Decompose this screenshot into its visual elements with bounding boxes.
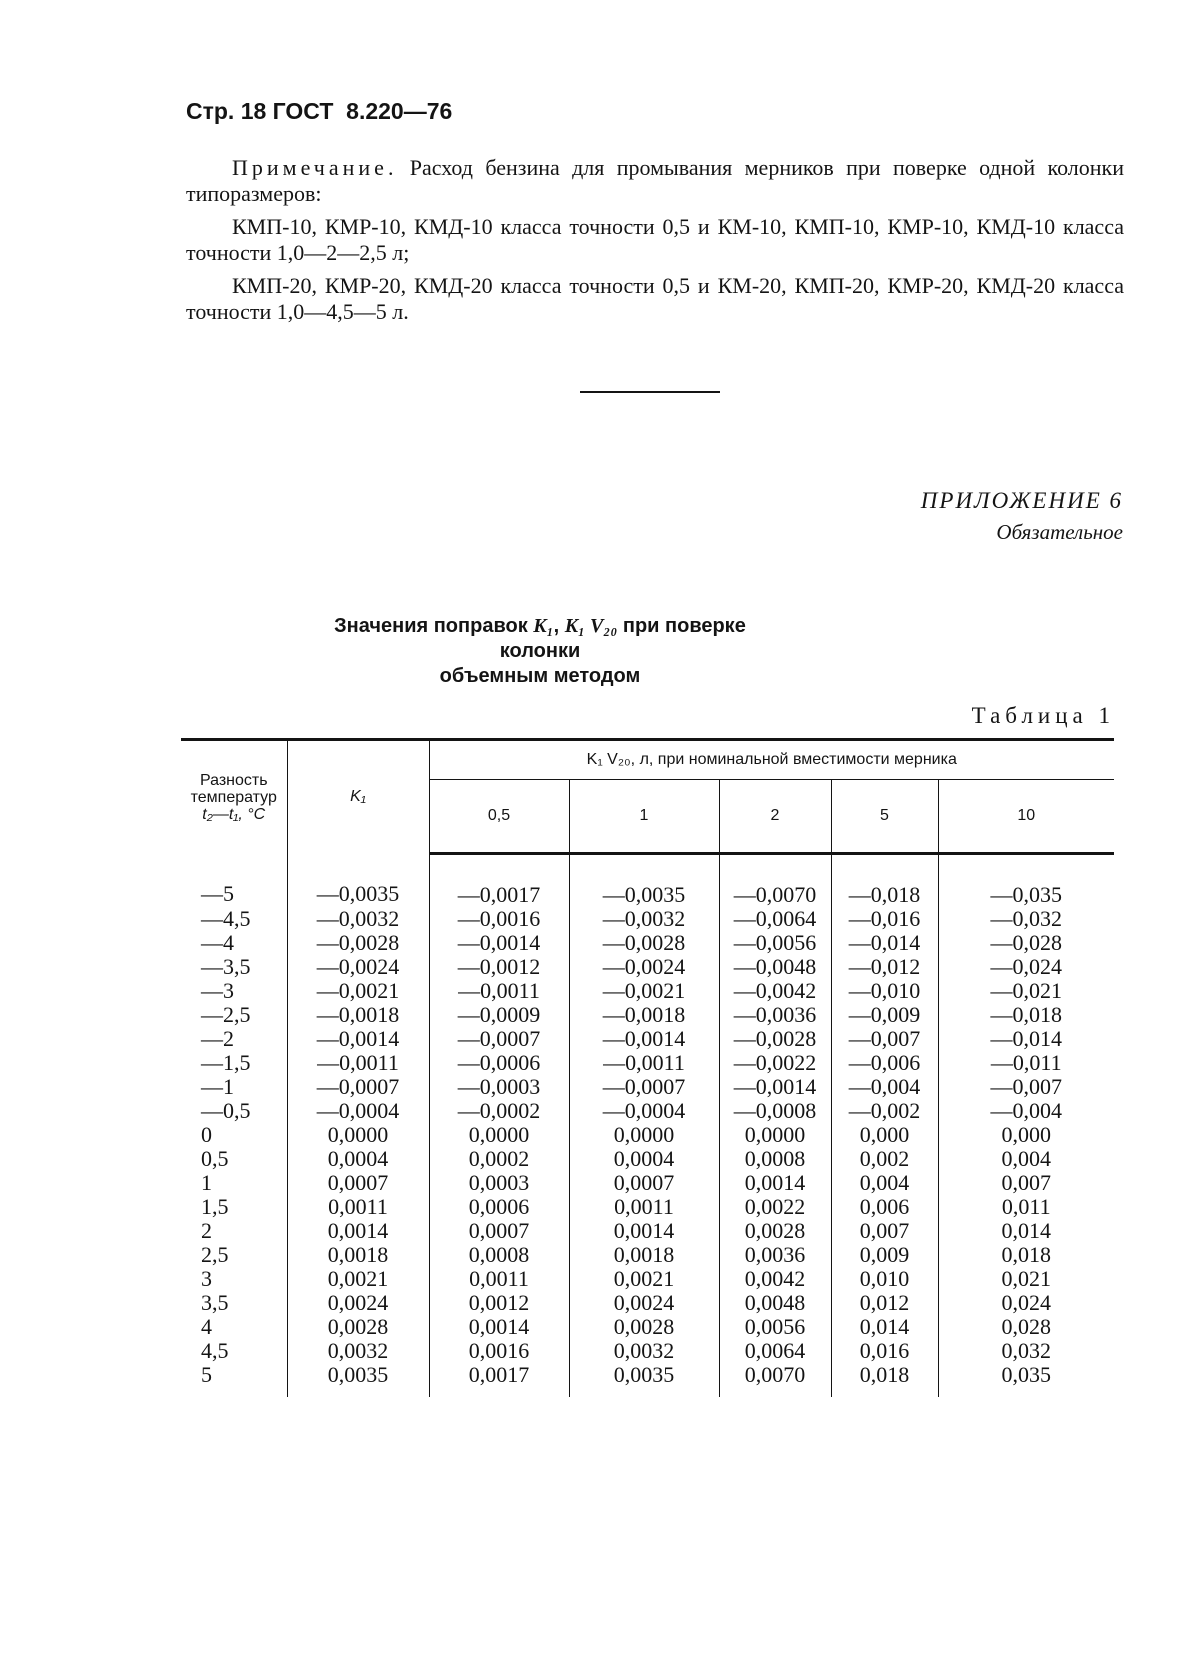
- cell-k1-v20: 0,014: [831, 1315, 938, 1339]
- table-row: [181, 979, 1114, 1003]
- cell-k1-v20: —0,035: [990, 882, 1062, 907]
- header-volume: 5: [831, 780, 938, 854]
- header-k1-v20-span: K₁ V₂₀, л, при номинальной вместимости мерника: [429, 740, 1114, 780]
- cell-k1-v20: —0,014: [831, 931, 938, 955]
- cell-k1-v20: —0,0003: [429, 1075, 569, 1099]
- header-volume: 2: [719, 780, 831, 854]
- table-row: [181, 1195, 1114, 1219]
- cell-k1: 0,0024: [287, 1291, 429, 1315]
- cell-k1-v20: 0,0008: [429, 1243, 569, 1267]
- cell-k1-v20: —0,032: [990, 906, 1062, 931]
- appendix-subtitle: Обязательное: [996, 520, 1123, 544]
- cell-k1: —0,0004: [287, 1099, 429, 1123]
- cell-k1: 0,0014: [287, 1219, 429, 1243]
- cell-k1-v20: —0,0021: [569, 979, 719, 1003]
- cell-k1: 0,0032: [287, 1339, 429, 1363]
- cell-temperature-difference: —1: [181, 1075, 287, 1099]
- cell-k1-v20: 0,0028: [719, 1219, 831, 1243]
- cell-k1-v20: 0,0004: [569, 1147, 719, 1171]
- cell-k1-v20: 0,004: [831, 1171, 938, 1195]
- cell-k1-v20: —0,0032: [569, 907, 719, 931]
- cell-k1-v20: 0,006: [831, 1195, 938, 1219]
- cell-temperature-difference: 5: [181, 1363, 287, 1397]
- cell-k1-v20: 0,004: [1001, 1146, 1051, 1171]
- cell-k1-v20: 0,0017: [429, 1363, 569, 1397]
- cell-k1-v20: —0,0042: [719, 979, 831, 1003]
- cell-k1: 0,0028: [287, 1315, 429, 1339]
- cell-k1-v20: 0,007: [1001, 1170, 1051, 1195]
- cell-k1-v20: —0,0028: [719, 1027, 831, 1051]
- cell-k1-v20: 0,0000: [569, 1123, 719, 1147]
- cell-temperature-difference: —2,5: [181, 1003, 287, 1027]
- cell-k1: —0,0032: [287, 907, 429, 931]
- cell-k1-v20: —0,0035: [569, 854, 719, 908]
- cell-k1-v20: 0,011: [1001, 1194, 1051, 1219]
- note-block: [186, 155, 1124, 325]
- cell-k1: 0,0035: [287, 1363, 429, 1397]
- cell-k1-v20: 0,0056: [719, 1315, 831, 1339]
- section-divider: [580, 391, 720, 393]
- table-row: [181, 854, 1114, 908]
- cell-k1-v20: 0,0028: [569, 1315, 719, 1339]
- cell-k1-v20: 0,028: [1001, 1314, 1051, 1339]
- cell-k1-v20: 0,0008: [719, 1147, 831, 1171]
- note-intro-text: Расход бензина для промывания мерников при поверке одной колонки типоразмеров:: [186, 155, 1124, 206]
- cell-k1-v20: —0,0007: [569, 1075, 719, 1099]
- cell-k1-v20: —0,0014: [569, 1027, 719, 1051]
- cell-temperature-difference: 2,5: [181, 1243, 287, 1267]
- cell-k1-v20: —0,021: [990, 978, 1062, 1003]
- cell-k1-v20: —0,0014: [429, 931, 569, 955]
- cell-k1-v20: —0,011: [990, 1050, 1062, 1075]
- table-row: [181, 1123, 1114, 1147]
- cell-k1: —0,0035: [287, 854, 429, 908]
- table-row: [181, 1099, 1114, 1123]
- cell-temperature-difference: —3: [181, 979, 287, 1003]
- cell-k1-v20: —0,012: [831, 955, 938, 979]
- cell-k1-v20: —0,009: [831, 1003, 938, 1027]
- cell-k1: —0,0021: [287, 979, 429, 1003]
- cell-k1-v20: 0,0022: [719, 1195, 831, 1219]
- cell-k1-v20: 0,014: [1001, 1218, 1051, 1243]
- cell-k1-v20: 0,0021: [569, 1267, 719, 1291]
- cell-k1-v20: 0,0012: [429, 1291, 569, 1315]
- cell-temperature-difference: —4,5: [181, 907, 287, 931]
- table-row: [181, 1219, 1114, 1243]
- table-title-line-1: Значения поправок K₁, K₁ V₂₀ при поверке колонки: [334, 615, 746, 662]
- table-row: [181, 1267, 1114, 1291]
- cell-k1: —0,0018: [287, 1003, 429, 1027]
- cell-temperature-difference: 1,5: [181, 1195, 287, 1219]
- cell-temperature-difference: —2: [181, 1027, 287, 1051]
- cell-k1-v20: —0,0007: [429, 1027, 569, 1051]
- cell-k1-v20: —0,004: [990, 1098, 1062, 1123]
- cell-temperature-difference: —1,5: [181, 1051, 287, 1075]
- cell-k1: 0,0018: [287, 1243, 429, 1267]
- cell-k1-v20: —0,0036: [719, 1003, 831, 1027]
- cell-k1-v20: —0,0018: [569, 1003, 719, 1027]
- cell-temperature-difference: 3,5: [181, 1291, 287, 1315]
- appendix-heading: [921, 488, 1123, 545]
- cell-k1: —0,0014: [287, 1027, 429, 1051]
- cell-k1-v20: 0,0035: [569, 1363, 719, 1397]
- cell-k1-v20: —0,0022: [719, 1051, 831, 1075]
- cell-k1-v20: —0,0070: [719, 854, 831, 908]
- cell-k1-v20: —0,0064: [719, 907, 831, 931]
- header-volume: 0,5: [429, 780, 569, 854]
- cell-k1-v20: 0,012: [831, 1291, 938, 1315]
- cell-k1-v20: 0,016: [831, 1339, 938, 1363]
- cell-k1-v20: —0,024: [990, 954, 1062, 979]
- cell-temperature-difference: 1: [181, 1171, 287, 1195]
- cell-k1-v20: 0,0064: [719, 1339, 831, 1363]
- cell-k1-v20: —0,018: [831, 854, 938, 908]
- cell-k1-v20: —0,0004: [569, 1099, 719, 1123]
- cell-k1: 0,0021: [287, 1267, 429, 1291]
- table-row: [181, 1051, 1114, 1075]
- table-title-line-2: объемным методом: [439, 665, 641, 687]
- cell-k1-v20: 0,000: [831, 1123, 938, 1147]
- cell-k1: 0,0000: [287, 1123, 429, 1147]
- cell-k1-v20: —0,0048: [719, 955, 831, 979]
- cell-k1-v20: 0,0032: [569, 1339, 719, 1363]
- table-row: [181, 1027, 1114, 1051]
- appendix-title: ПРИЛОЖЕНИЕ 6: [920, 488, 1123, 513]
- table-row: [181, 1315, 1114, 1339]
- cell-k1-v20: —0,004: [831, 1075, 938, 1099]
- table-row: [181, 931, 1114, 955]
- cell-k1-v20: 0,0014: [719, 1171, 831, 1195]
- table-row: [181, 955, 1114, 979]
- table-title: [300, 614, 780, 689]
- cell-k1: —0,0024: [287, 955, 429, 979]
- table-row: [181, 1075, 1114, 1099]
- cell-k1-v20: —0,0002: [429, 1099, 569, 1123]
- cell-k1-v20: 0,0011: [569, 1195, 719, 1219]
- cell-k1-v20: 0,032: [1001, 1338, 1051, 1363]
- cell-temperature-difference: —5: [181, 854, 287, 908]
- cell-k1-v20: 0,018: [1001, 1242, 1051, 1267]
- cell-k1-v20: 0,0070: [719, 1363, 831, 1397]
- cell-k1-v20: 0,0018: [569, 1243, 719, 1267]
- cell-k1-v20: —0,0014: [719, 1075, 831, 1099]
- table-row: [181, 1363, 1114, 1397]
- cell-k1-v20: 0,0048: [719, 1291, 831, 1315]
- cell-k1-v20: —0,0056: [719, 931, 831, 955]
- table-row: [181, 1171, 1114, 1195]
- cell-k1-v20: 0,0024: [569, 1291, 719, 1315]
- cell-k1-v20: 0,0011: [429, 1267, 569, 1291]
- cell-k1-v20: 0,010: [831, 1267, 938, 1291]
- cell-k1-v20: —0,0008: [719, 1099, 831, 1123]
- table-row: [181, 1291, 1114, 1315]
- cell-k1-v20: —0,0011: [569, 1051, 719, 1075]
- note-line-2: КМП-20, КМР-20, КМД-20 класса точности 0,5 и КМ-20, КМП-20, КМР-20, КМД-20 класса точности 1,0—4,5—5 л.: [186, 273, 1124, 324]
- cell-k1-v20: 0,0006: [429, 1195, 569, 1219]
- cell-k1: —0,0011: [287, 1051, 429, 1075]
- cell-k1-v20: 0,000: [1001, 1122, 1051, 1147]
- cell-k1-v20: 0,0000: [719, 1123, 831, 1147]
- table-row: [181, 1003, 1114, 1027]
- cell-k1-v20: 0,002: [831, 1147, 938, 1171]
- note-label: Примечание.: [232, 155, 398, 180]
- cell-k1-v20: 0,035: [1001, 1362, 1051, 1387]
- table-row: [181, 1339, 1114, 1363]
- cell-k1-v20: —0,002: [831, 1099, 938, 1123]
- cell-k1-v20: 0,007: [831, 1219, 938, 1243]
- table-row: [181, 907, 1114, 931]
- note-line-1: КМП-10, КМР-10, КМД-10 класса точности 0,5 и КМ-10, КМП-10, КМР-10, КМД-10 класса точности 1,0—2—2,5 л;: [186, 214, 1124, 265]
- note-intro: [186, 155, 1124, 207]
- header-k1: K₁: [287, 740, 429, 854]
- cell-k1-v20: —0,0006: [429, 1051, 569, 1075]
- cell-k1-v20: —0,0016: [429, 907, 569, 931]
- cell-k1-v20: —0,016: [831, 907, 938, 931]
- cell-k1-v20: 0,024: [1001, 1290, 1051, 1315]
- cell-k1-v20: 0,0000: [429, 1123, 569, 1147]
- cell-temperature-difference: 2: [181, 1219, 287, 1243]
- cell-k1-v20: 0,009: [831, 1243, 938, 1267]
- cell-k1-v20: 0,0036: [719, 1243, 831, 1267]
- table-row: [181, 1147, 1114, 1171]
- cell-temperature-difference: 4: [181, 1315, 287, 1339]
- table-number-label: Таблица 1: [971, 703, 1115, 728]
- cell-k1-v20: —0,028: [990, 930, 1062, 955]
- cell-k1: 0,0004: [287, 1147, 429, 1171]
- cell-k1-v20: —0,007: [831, 1027, 938, 1051]
- cell-k1-v20: —0,0017: [429, 854, 569, 908]
- cell-temperature-difference: —4: [181, 931, 287, 955]
- cell-k1-v20: —0,006: [831, 1051, 938, 1075]
- cell-k1: 0,0007: [287, 1171, 429, 1195]
- cell-k1-v20: 0,0002: [429, 1147, 569, 1171]
- cell-temperature-difference: 3: [181, 1267, 287, 1291]
- cell-temperature-difference: 0: [181, 1123, 287, 1147]
- cell-k1-v20: —0,007: [990, 1074, 1062, 1099]
- cell-k1-v20: —0,0009: [429, 1003, 569, 1027]
- cell-k1-v20: —0,014: [990, 1026, 1062, 1051]
- cell-k1-v20: 0,018: [831, 1363, 938, 1397]
- cell-k1-v20: —0,010: [831, 979, 938, 1003]
- cell-k1-v20: 0,021: [1001, 1266, 1051, 1291]
- table-row: [181, 1243, 1114, 1267]
- header-volume: 10: [938, 780, 1114, 854]
- header-temperature-difference: Разность температур t₂—t₁, °С: [181, 740, 287, 854]
- cell-k1-v20: —0,0024: [569, 955, 719, 979]
- cell-k1: 0,0011: [287, 1195, 429, 1219]
- cell-k1-v20: —0,018: [990, 1002, 1062, 1027]
- cell-k1-v20: 0,0016: [429, 1339, 569, 1363]
- header-volume: 1: [569, 780, 719, 854]
- cell-k1: —0,0007: [287, 1075, 429, 1099]
- cell-k1-v20: 0,0014: [569, 1219, 719, 1243]
- running-header: Стр. 18 ГОСТ 8.220—76: [186, 98, 453, 124]
- cell-k1: —0,0028: [287, 931, 429, 955]
- cell-k1-v20: 0,0014: [429, 1315, 569, 1339]
- cell-k1-v20: 0,0007: [569, 1171, 719, 1195]
- cell-k1-v20: 0,0003: [429, 1171, 569, 1195]
- cell-k1-v20: —0,0011: [429, 979, 569, 1003]
- cell-k1-v20: —0,0028: [569, 931, 719, 955]
- cell-k1-v20: —0,0012: [429, 955, 569, 979]
- corrections-table: [181, 738, 1114, 1397]
- cell-temperature-difference: 0,5: [181, 1147, 287, 1171]
- cell-temperature-difference: —0,5: [181, 1099, 287, 1123]
- cell-k1-v20: 0,0007: [429, 1219, 569, 1243]
- cell-temperature-difference: —3,5: [181, 955, 287, 979]
- cell-k1-v20: 0,0042: [719, 1267, 831, 1291]
- cell-temperature-difference: 4,5: [181, 1339, 287, 1363]
